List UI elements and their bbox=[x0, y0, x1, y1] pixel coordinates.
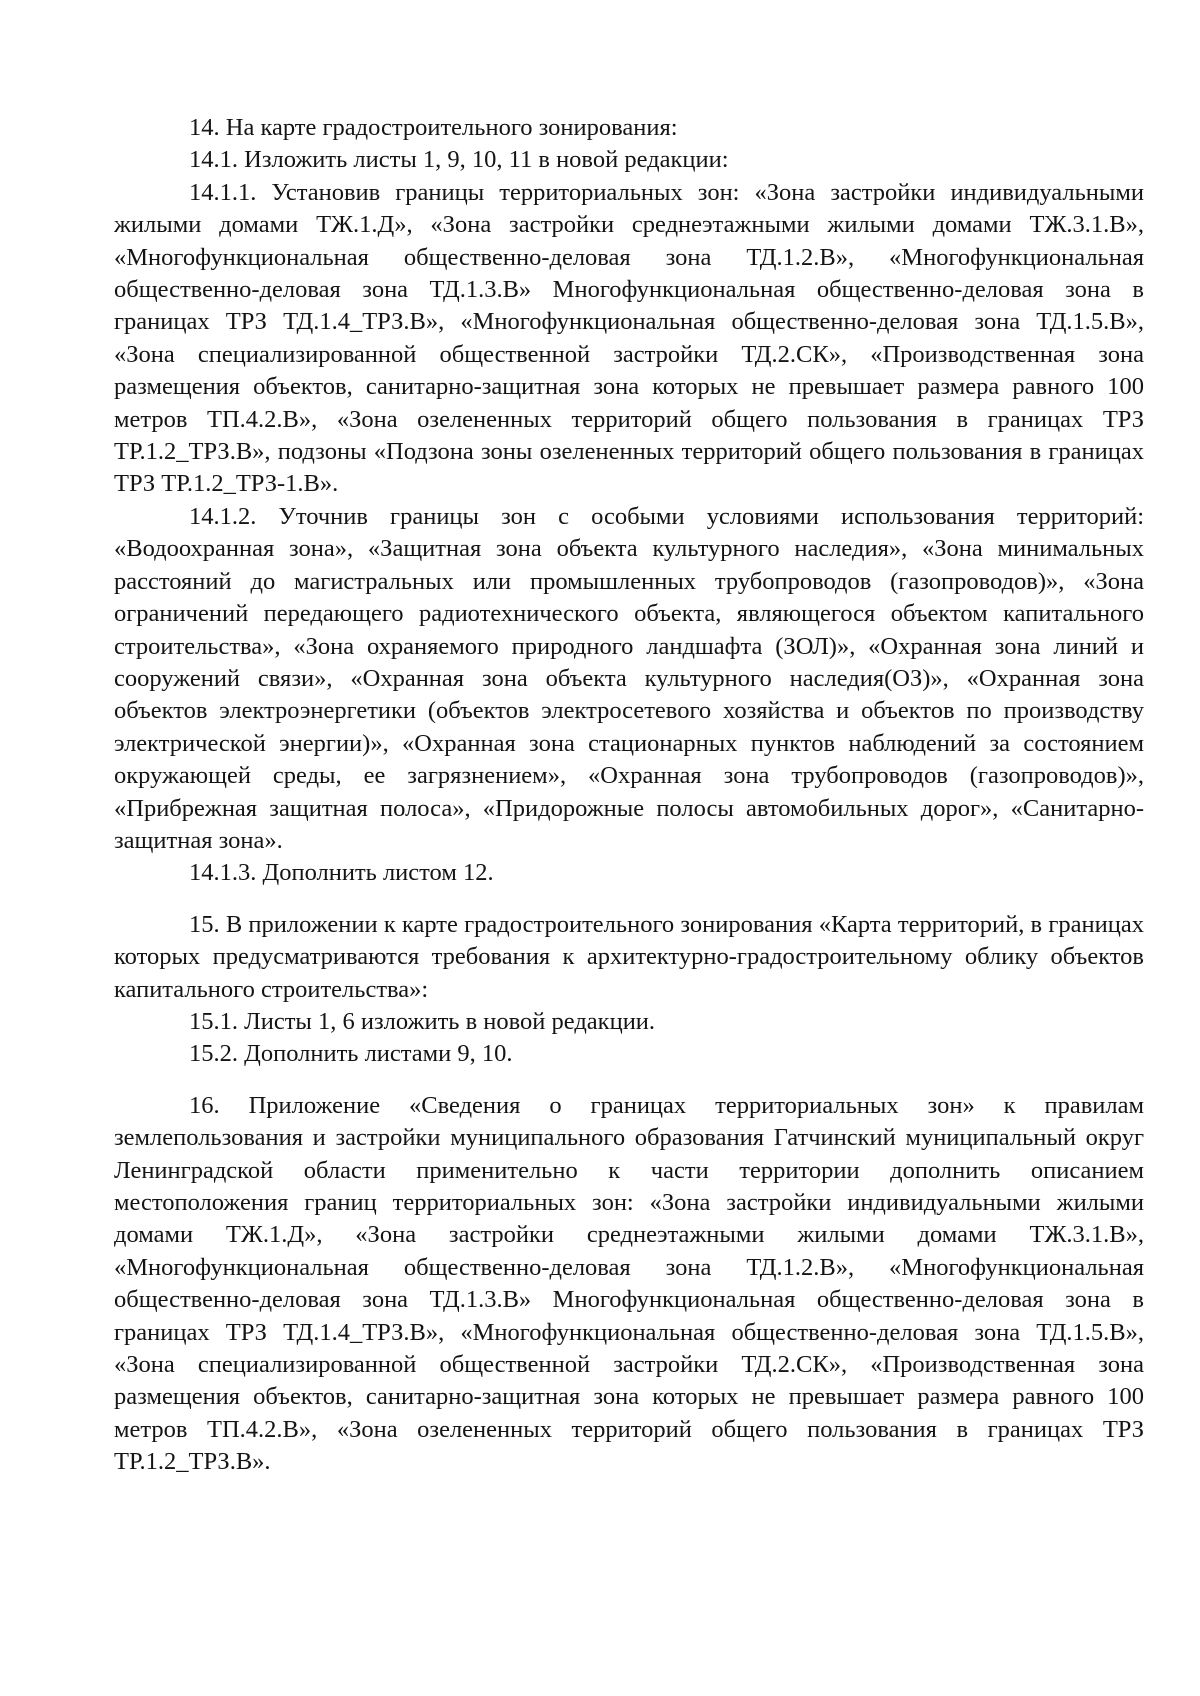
paragraph-14: 14. На карте градостроительного зонирования: bbox=[189, 114, 678, 141]
paragraph-14-1: 14.1. Изложить листы 1, 9, 10, 11 в новой редакции: bbox=[189, 146, 729, 174]
paragraph-14-1-3: 14.1.3. Дополнить листом 12. bbox=[189, 859, 494, 887]
paragraph-16: 16. Приложение «Сведения о границах территориальных зон» к правилам землепользования и застройки муниципального образования Гатчинский муниципальный округ Ленинградской области применительно к части территории дополнить описанием местоположения границ территориальных зон: «Зона застройки индивидуальными жилыми домами ТЖ.1.Д», «Зона застройки среднеэтажными жилыми домами ТЖ.3.1.В», «Многофункциональная общественно-деловая зона ТД.1.2.В», «Многофункциональная общественно-деловая зона ТД.1.3.В» Многофункциональная общественно-деловая зона в границах ТРЗ ТД.1.4_ТРЗ.В», «Многофункциональная общественно-деловая зона ТД.1.5.В», «Зона специализированной общественной застройки ТД.2.СК», «Производственная зона размещения объектов, санитарно-защитная зона которых не превышает размера равного 100 метров ТП.4.2.В», «Зона озелененных территорий общего пользования в границах ТРЗ ТР.1.2_ТРЗ.В». bbox=[114, 1091, 1144, 1476]
paragraph-14-1-2: 14.1.2. Уточнив границы зон с особыми условиями использования территорий: «Водоохранная зона», «Защитная зона объекта культурного наследия», «Зона минимальных расстояний до магистральных или промышленных трубопроводов (газопроводов)», «Зона ограничений передающего радиотехнического объекта, являющегося объектом капитального строительства», «Зона охраняемого природного ландшафта (ЗОЛ)», «Охранная зона линий и сооружений связи», «Охранная зона объекта культурного наследия(ОЗ)», «Охранная зона объектов электроэнергетики (объектов электросетевого хозяйства и объектов по производству электрической энергии)», «Охранная зона стационарных пунктов наблюдений за состоянием окружающей среды, ее загрязнением», «Охранная зона трубопроводов (газопроводов)», «Прибрежная защитная полоса», «Придорожные полосы автомобильных дорог», «Санитарно-защитная зона». bbox=[114, 502, 1144, 854]
paragraph-15: 15. В приложении к карте градостроительного зонирования «Карта территорий, в границах которых предусматриваются требования к архитектурно-градостроительному облику объектов капитального строительства»: bbox=[114, 910, 1144, 1003]
paragraph-15-1: 15.1. Листы 1, 6 изложить в новой редакции. bbox=[189, 1007, 656, 1035]
paragraph-14-1-1: 14.1.1. Установив границы территориальных зон: «Зона застройки индивидуальными жилыми домами ТЖ.1.Д», «Зона застройки среднеэтажными жилыми домами ТЖ.3.1.В», «Многофункциональная общественно-деловая зона ТД.1.2.В», «Многофункциональная общественно-деловая зона ТД.1.3.В» Многофункциональная общественно-деловая зона в границах ТРЗ ТД.1.4_ТРЗ.В», «Многофункциональная общественно-деловая зона ТД.1.5.В», «Зона специализированной общественной застройки ТД.2.СК», «Производственная зона размещения объектов, санитарно-защитная зона которых не превышает размера равного 100 метров ТП.4.2.В», «Зона озелененных территорий общего пользования в границах ТРЗ ТР.1.2_ТРЗ.В», подзоны «Подзона зоны озелененных территорий общего пользования в границах ТРЗ ТР.1.2_ТРЗ-1.В». bbox=[114, 178, 1144, 498]
document-page bbox=[114, 112, 1144, 1479]
paragraph-15-2: 15.2. Дополнить листами 9, 10. bbox=[189, 1040, 513, 1068]
